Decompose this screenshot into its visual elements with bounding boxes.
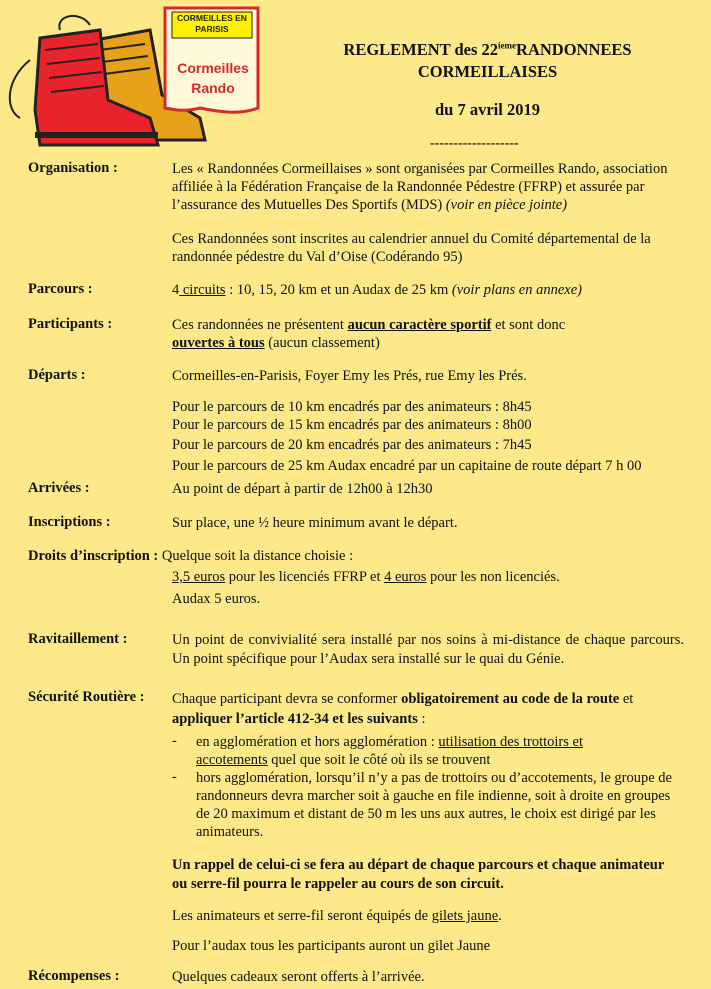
rappel-text: Un rappel de celui-ci se fera au départ de chaque parcours et chaque animateur ou serre-fil pourra le rappeler au cours de son circuit. xyxy=(172,857,665,892)
logo xyxy=(0,0,265,150)
gilets-text: Les animateurs et serre-fil seront équipés de gilets jaune. xyxy=(172,908,502,924)
page-title-line2: CORMEILLAISES xyxy=(417,62,558,81)
logo-text-1: Cormeilles xyxy=(177,60,249,76)
departs-line: Pour le parcours de 20 km encadrés par des animateurs : 7h45 xyxy=(172,437,532,453)
organisation-text: Les « Randonnées Cormeillaises » sont organisées par Cormeilles Rando, association affiliée à la Fédération Française de la Randonnée Pédestre (FFRP) et assurée par l’assurance des Mutuelles Des Sportifs (MDS) (voir en pièce jointe) xyxy=(172,161,668,213)
arrivees-text: Au point de départ à partir de 12h00 à 12h30 xyxy=(172,481,433,497)
bullet-dash: - xyxy=(172,733,177,749)
securite-text: Chaque participant devra se conformer obligatoirement au code de la route et appliquer l’article 412-34 et les suivants : xyxy=(172,691,634,727)
audax-gilet-text: Pour l’audax tous les participants auront un gilet Jaune xyxy=(172,938,491,954)
parcours-label: Parcours : xyxy=(28,281,93,297)
departs-place: Cormeilles-en-Parisis, Foyer Emy les Prés, rue Emy les Prés. xyxy=(172,368,527,384)
arrivees-label: Arrivées : xyxy=(28,480,90,496)
participants-text: Ces randonnées ne présentent aucun caractère sportif et sont donc ouvertes à tous (aucun classement) xyxy=(172,317,566,351)
page-title: REGLEMENT des 22iemeRANDONNEES xyxy=(343,40,632,59)
recompenses-text: Quelques cadeaux seront offerts à l’arrivée. xyxy=(172,969,425,985)
inscriptions-label: Inscriptions : xyxy=(28,514,111,530)
departs-line: Pour le parcours de 10 km encadrés par des animateurs : 8h45 xyxy=(172,399,532,415)
separator: ------------------- xyxy=(430,136,519,151)
departs-line: Pour le parcours de 15 km encadrés par des animateurs : 8h00 xyxy=(172,417,532,433)
logo-text-2: Rando xyxy=(191,80,235,96)
event-date: du 7 avril 2019 xyxy=(435,100,540,119)
departs-label: Départs : xyxy=(28,367,86,383)
ravitaillement-text: Un point de convivialité sera installé par nos soins à mi-distance de chaque parcours. Un point spécifique pour l’Audax sera installé sur le quai du Génie. xyxy=(172,632,684,667)
inscriptions-text: Sur place, une ½ heure minimum avant le départ. xyxy=(172,515,458,531)
securite-label: Sécurité Routière : xyxy=(28,689,145,705)
droits-audax: Audax 5 euros. xyxy=(172,591,261,607)
organisation-calendar: Ces Randonnées sont inscrites au calendrier annuel du Comité départemental de la randonnée pédestre du Val d’Oise (Codérando 95) xyxy=(172,231,651,265)
droits-prices: 3,5 euros pour les licenciés FFRP et 4 euros pour les non licenciés. xyxy=(172,569,560,585)
bullet-dash: - xyxy=(172,769,177,785)
departs-line: Pour le parcours de 25 km Audax encadré par un capitaine de route départ 7 h 00 xyxy=(172,458,642,474)
recompenses-label: Récompenses : xyxy=(28,968,120,984)
parcours-text: 4 circuits : 10, 15, 20 km et un Audax de 25 km (voir plans en annexe) xyxy=(172,282,582,298)
ravitaillement-label: Ravitaillement : xyxy=(28,631,128,647)
droits-label: Droits d’inscription : xyxy=(28,548,159,564)
droits-line: Droits d’inscription : Quelque soit la distance choisie : xyxy=(28,548,354,564)
bullet-2: hors agglomération, lorsqu’il n’y a pas de trottoirs ou d’accotements, le groupe de randonneurs devra marcher soit à gauche en file indienne, soit à droite en groupes de 20 maximum et distant de 50 m les uns aux autres, le choix est dirigé par les animateurs. xyxy=(196,770,672,840)
organisation-label: Organisation : xyxy=(28,160,118,176)
participants-label: Participants : xyxy=(28,316,113,332)
bullet-1: en agglomération et hors agglomération : utilisation des trottoirs et accotements quel que soit le côté où ils se trouvent xyxy=(196,734,583,768)
logo-badge-top: CORMEILLES EN PARISIS xyxy=(177,13,247,34)
